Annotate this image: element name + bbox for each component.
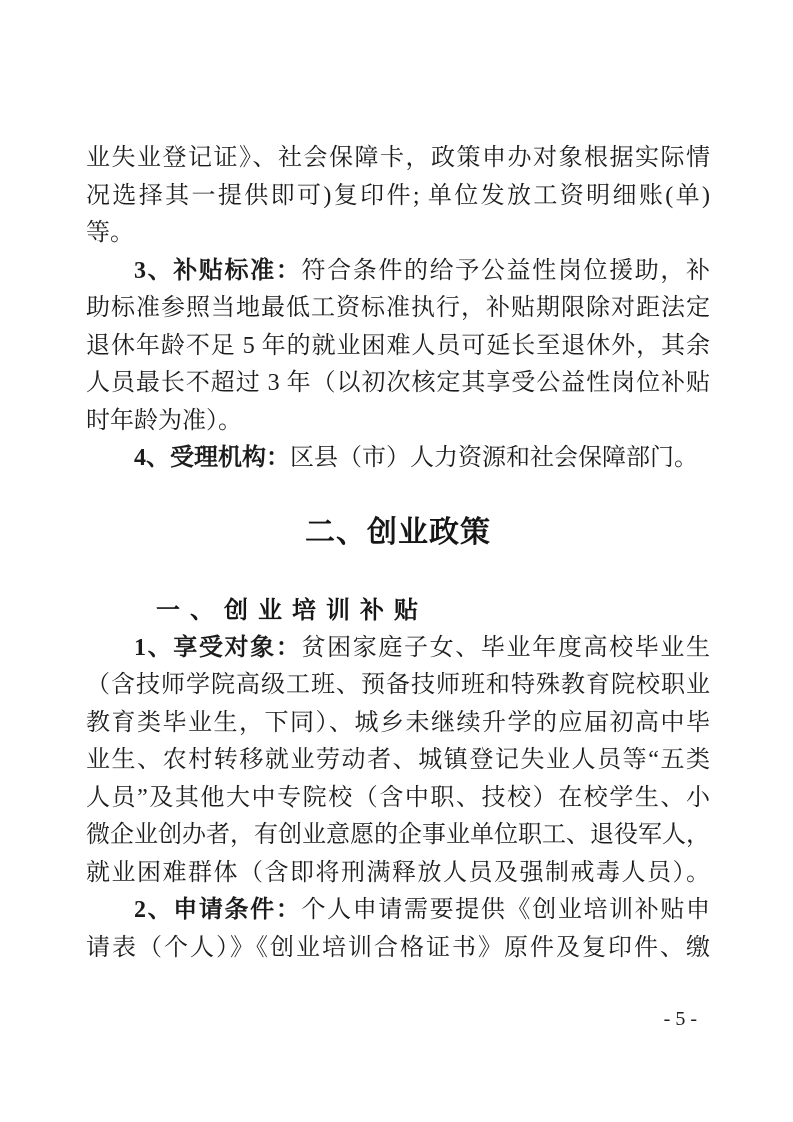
paragraph-continuation (86, 140, 710, 253)
accepting-agency-label: 4、受理机构： (134, 445, 290, 471)
text-line: 等。 (86, 220, 134, 246)
application-conditions-label: 2、申请条件： (134, 897, 302, 923)
paragraph-eligible-targets (86, 630, 710, 893)
text-line (86, 440, 710, 478)
text-line: 教育类毕业生，下同）、城乡未继续升学的应届初高中毕 (86, 709, 710, 736)
text-line: 人员最长不超过 3 年（以初次核定其享受公益性岗位补贴 (86, 370, 710, 396)
document-content (86, 140, 710, 967)
text-line (86, 253, 710, 291)
section-title: 二、创业政策 (305, 515, 491, 549)
paragraph-accepting-agency (86, 440, 710, 478)
text-line: 微企业创办者，有创业意愿的企事业单位职工、退役军人， (86, 822, 710, 848)
accepting-agency-text: 区县（市）人力资源和社会保障部门。 (290, 445, 698, 471)
text-line: （含技师学院高级工班、预备技师班和特殊教育院校职业 (86, 672, 710, 698)
subsection-title: 一、创业培训补贴 (156, 596, 428, 624)
text-line: 况选择其一提供即可)复印件; 单位发放工资明细账(单) (86, 182, 710, 209)
text-line: 人员”及其他大中专院校（含中职、技校）在校学生、小 (86, 784, 710, 811)
text-line: 业生、农村转移就业劳动者、城镇登记失业人员等“五类 (86, 747, 710, 773)
text-line: 业失业登记证》、社会保障卡，政策申办对象根据实际情 (86, 145, 710, 171)
text-line: 就业困难群体（含即将刑满释放人员及强制戒毒人员）。 (86, 859, 710, 886)
subsidy-standard-text: 符合条件的给予公益性岗位援助，补 (301, 257, 711, 284)
text-line: 退休年龄不足 5 年的就业困难人员可延长至退休外，其余 (86, 332, 710, 359)
subsidy-standard-label: 3、补贴标准： (134, 257, 302, 284)
paragraph-application-conditions (86, 892, 710, 967)
page-number: - 5 - (663, 1008, 697, 1030)
paragraph-subsidy-standard (86, 253, 710, 441)
text-line (86, 630, 710, 668)
text-line: 助标准参照当地最低工资标准执行，补贴期限除对距法定 (86, 295, 710, 321)
text-line (86, 892, 710, 930)
application-conditions-text: 个人申请需要提供《创业培训补贴申 (301, 897, 711, 923)
text-line: 请表（个人）》《创业培训合格证书》原件及复印件、缴 (86, 934, 710, 961)
text-line: 时年龄为准）。 (86, 407, 242, 434)
eligible-targets-label: 1、享受对象： (134, 634, 302, 661)
eligible-targets-text: 贫困家庭子女、毕业年度高校毕业生 (301, 634, 711, 661)
